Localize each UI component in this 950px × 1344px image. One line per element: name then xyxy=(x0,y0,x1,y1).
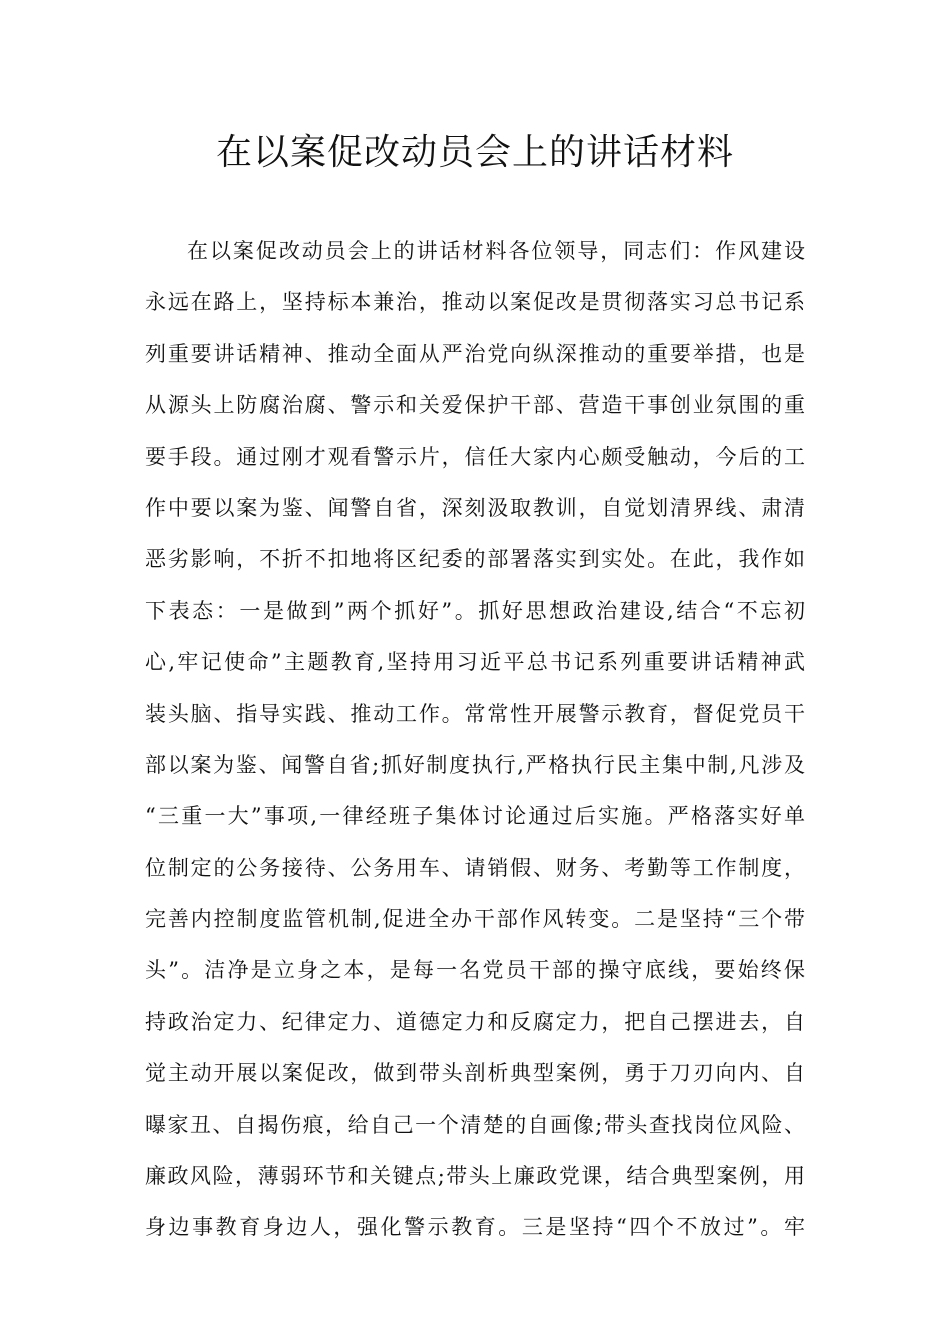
document-body xyxy=(145,226,805,1254)
body-line: 曝家丑、自揭伤痕，给自己一个清楚的自画像;带头查找岗位风险、 xyxy=(145,1112,805,1137)
body-line: 从源头上防腐治腐、警示和关爱保护干部、营造干事创业氛围的重 xyxy=(145,393,805,418)
body-line: 心,牢记使命”主题教育,坚持用习近平总书记系列重要讲话精神武 xyxy=(145,650,805,675)
body-line: 作中要以案为鉴、闻警自省，深刻汲取教训，自觉划清界线、肃清 xyxy=(145,495,805,520)
body-line: 廉政风险，薄弱环节和关键点;带头上廉政党课，结合典型案例，用 xyxy=(145,1164,805,1189)
body-line: 列重要讲话精神、推动全面从严治党向纵深推动的重要举措，也是 xyxy=(145,341,805,366)
document-title: 在以案促改动员会上的讲话材料 xyxy=(215,132,734,173)
body-line: 要手段。通过刚才观看警示片，信任大家内心颇受触动，今后的工 xyxy=(145,444,805,469)
body-line: 下表态：一是做到”两个抓好”。抓好思想政治建设,结合“不忘初 xyxy=(145,598,805,623)
body-line: 位制定的公务接待、公务用车、请销假、财务、考勤等工作制度， xyxy=(145,855,805,880)
body-line: 恶劣影响，不折不扣地将区纪委的部署落实到实处。在此，我作如 xyxy=(145,547,805,572)
body-line: 身边事教育身边人，强化警示教育。三是坚持“四个不放过”。牢 xyxy=(145,1215,805,1240)
body-line: 头”。洁净是立身之本，是每一名党员干部的操守底线，要始终保 xyxy=(145,958,805,983)
body-line: 永远在路上，坚持标本兼治，推动以案促改是贯彻落实习总书记系 xyxy=(145,290,805,315)
body-line: “三重一大”事项,一律经班子集体讨论通过后实施。严格落实好单 xyxy=(145,804,805,829)
body-line: 装头脑、指导实践、推动工作。常常性开展警示教育，督促党员干 xyxy=(145,701,805,726)
body-line: 完善内控制度监管机制,促进全办干部作风转变。二是坚持“三个带 xyxy=(145,907,805,932)
body-line: 在以案促改动员会上的讲话材料各位领导，同志们：作风建设 xyxy=(187,239,805,263)
body-line: 部以案为鉴、闻警自省;抓好制度执行,严格执行民主集中制,凡涉及 xyxy=(145,752,805,777)
body-line: 觉主动开展以案促改，做到带头剖析典型案例，勇于刀刃向内、自 xyxy=(145,1061,805,1086)
body-line: 持政治定力、纪律定力、道德定力和反腐定力，把自己摆进去，自 xyxy=(145,1009,805,1034)
